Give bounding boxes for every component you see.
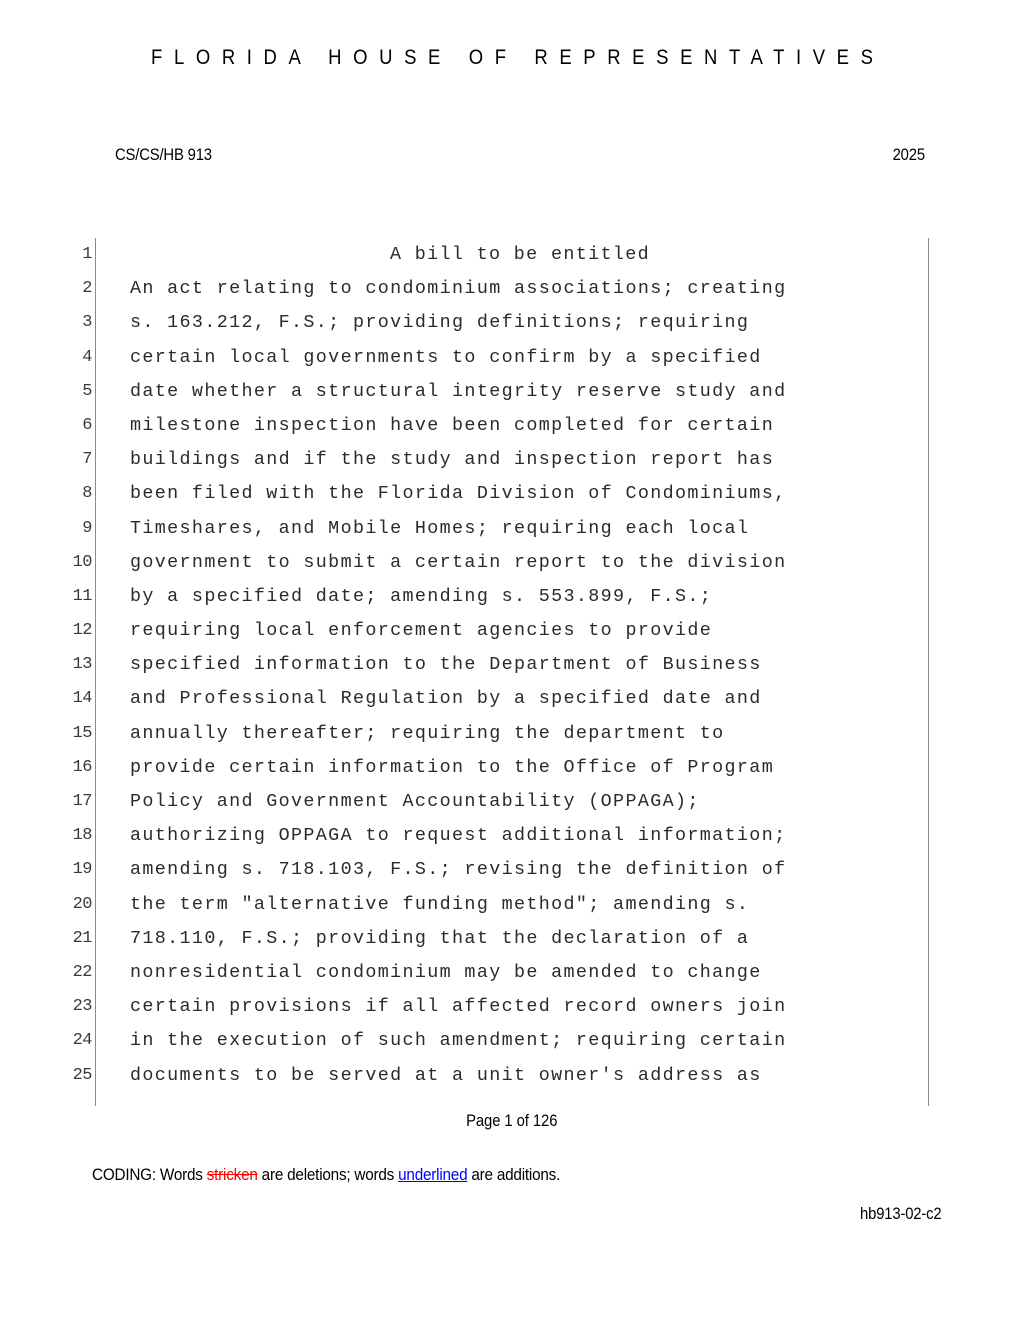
line-number: 22 [72,962,92,982]
line-number: 2 [82,279,92,299]
line-number: 4 [82,347,92,367]
bill-text-line [62,853,942,887]
bill-line-text: been filed with the Florida Division of Condominiums, [130,483,787,505]
bill-text-line [62,272,942,306]
line-number: 24 [72,1031,92,1051]
bill-text-line [62,648,942,682]
bill-text-line [62,956,942,990]
line-number: 13 [72,655,92,675]
line-number: 16 [72,757,92,777]
bill-text-line [62,341,942,375]
bill-text-line [62,238,942,272]
line-number: 15 [72,723,92,743]
coding-prefix: CODING: Words [92,1165,207,1184]
document-id [0,1205,941,1224]
bill-text-line [62,580,942,614]
page-number [0,1112,1024,1131]
bill-line-text: milestone inspection have been completed for certain [130,414,775,436]
bill-text-line [62,477,942,511]
bill-text-line [62,990,942,1024]
line-number: 9 [82,518,92,538]
bill-line-text: 718.110, F.S.; providing that the declaration of a [130,927,750,949]
document-id-label: hb913-02-c2 [859,1205,941,1223]
numbered-lines-list [62,238,942,1093]
bill-text-line [62,819,942,853]
coding-underlined-sample: underlined [398,1165,468,1184]
bill-line-text: date whether a structural integrity reserve study and [130,380,787,402]
line-number: 19 [72,860,92,880]
line-number: 18 [72,826,92,846]
bill-text-block [62,238,942,1106]
bill-text-line [62,1024,942,1058]
bill-line-text: and Professional Regulation by a specified date and [130,688,762,710]
line-number: 25 [72,1065,92,1085]
session-year: 2025 [892,146,925,164]
bill-line-text: provide certain information to the Office of Program [130,756,775,778]
chamber-header: FLORIDA HOUSE OF REPRESENTATIVES [151,46,885,69]
bill-line-text: annually thereafter; requiring the department to [130,722,725,744]
bill-line-text: certain provisions if all affected record owners join [130,996,787,1018]
coding-suffix: are additions. [467,1165,561,1184]
bill-text-line [62,306,942,340]
line-number: 8 [82,484,92,504]
bill-line-text: documents to be served at a unit owner's address as [130,1064,762,1086]
bill-text-line [62,922,942,956]
bill-text-line [62,785,942,819]
bill-text-line [62,546,942,580]
bill-line-text: requiring local enforcement agencies to provide [130,620,713,642]
bill-text-line [62,1059,942,1093]
line-number: 12 [72,621,92,641]
bill-text-line [62,614,942,648]
bill-line-text: by a specified date; amending s. 553.899, F.S.; [130,585,713,607]
coding-stricken-sample: stricken [206,1165,258,1184]
line-number: 14 [72,689,92,709]
bill-title-text: A bill to be entitled [389,244,651,265]
bill-identification-row [115,146,925,165]
bill-line-text: the term "alternative funding method"; amending s. [130,893,750,915]
bill-line-text: certain local governments to confirm by a specified [130,346,762,368]
bill-line-text: specified information to the Department of Business [130,654,762,676]
bill-line-text: s. 163.212, F.S.; providing definitions; requiring [130,312,750,334]
bill-line-text: buildings and if the study and inspection report has [130,449,775,471]
coding-middle: are deletions; words [257,1165,399,1184]
bill-line-text: An act relating to condominium associations; creating [130,278,787,300]
line-number: 5 [82,381,92,401]
line-number: 1 [82,245,92,264]
bill-text-line [62,375,942,409]
bill-text-line [62,443,942,477]
bill-line-text: authorizing OPPAGA to request additional information; [130,825,787,847]
line-number: 21 [72,928,92,948]
line-number: 6 [82,415,92,435]
line-number: 17 [72,792,92,811]
bill-line-text: Policy and Government Accountability (OPPAGA); [130,791,700,812]
coding-legend [92,1165,560,1185]
bill-text-line [62,717,942,751]
line-number: 3 [82,313,92,333]
line-number: 20 [72,894,92,914]
bill-line-text: amending s. 718.103, F.S.; revising the definition of [130,859,787,881]
line-number: 7 [82,450,92,470]
bill-text-line [62,512,942,546]
bill-text-line [62,682,942,716]
bill-text-line [62,888,942,922]
bill-number: CS/CS/HB 913 [115,146,212,164]
line-number: 23 [72,997,92,1017]
bill-text-line [62,751,942,785]
bill-line-text: government to submit a certain report to the division [130,551,787,573]
bill-line-text: nonresidential condominium may be amended to change [130,961,762,983]
line-number: 10 [72,552,92,572]
page-number-label: Page 1 of 126 [466,1112,558,1130]
bill-line-text: in the execution of such amendment; requiring certain [130,1030,787,1052]
line-number: 11 [72,586,92,606]
bill-line-text: Timeshares, and Mobile Homes; requiring each local [130,517,750,539]
bill-text-line [62,409,942,443]
